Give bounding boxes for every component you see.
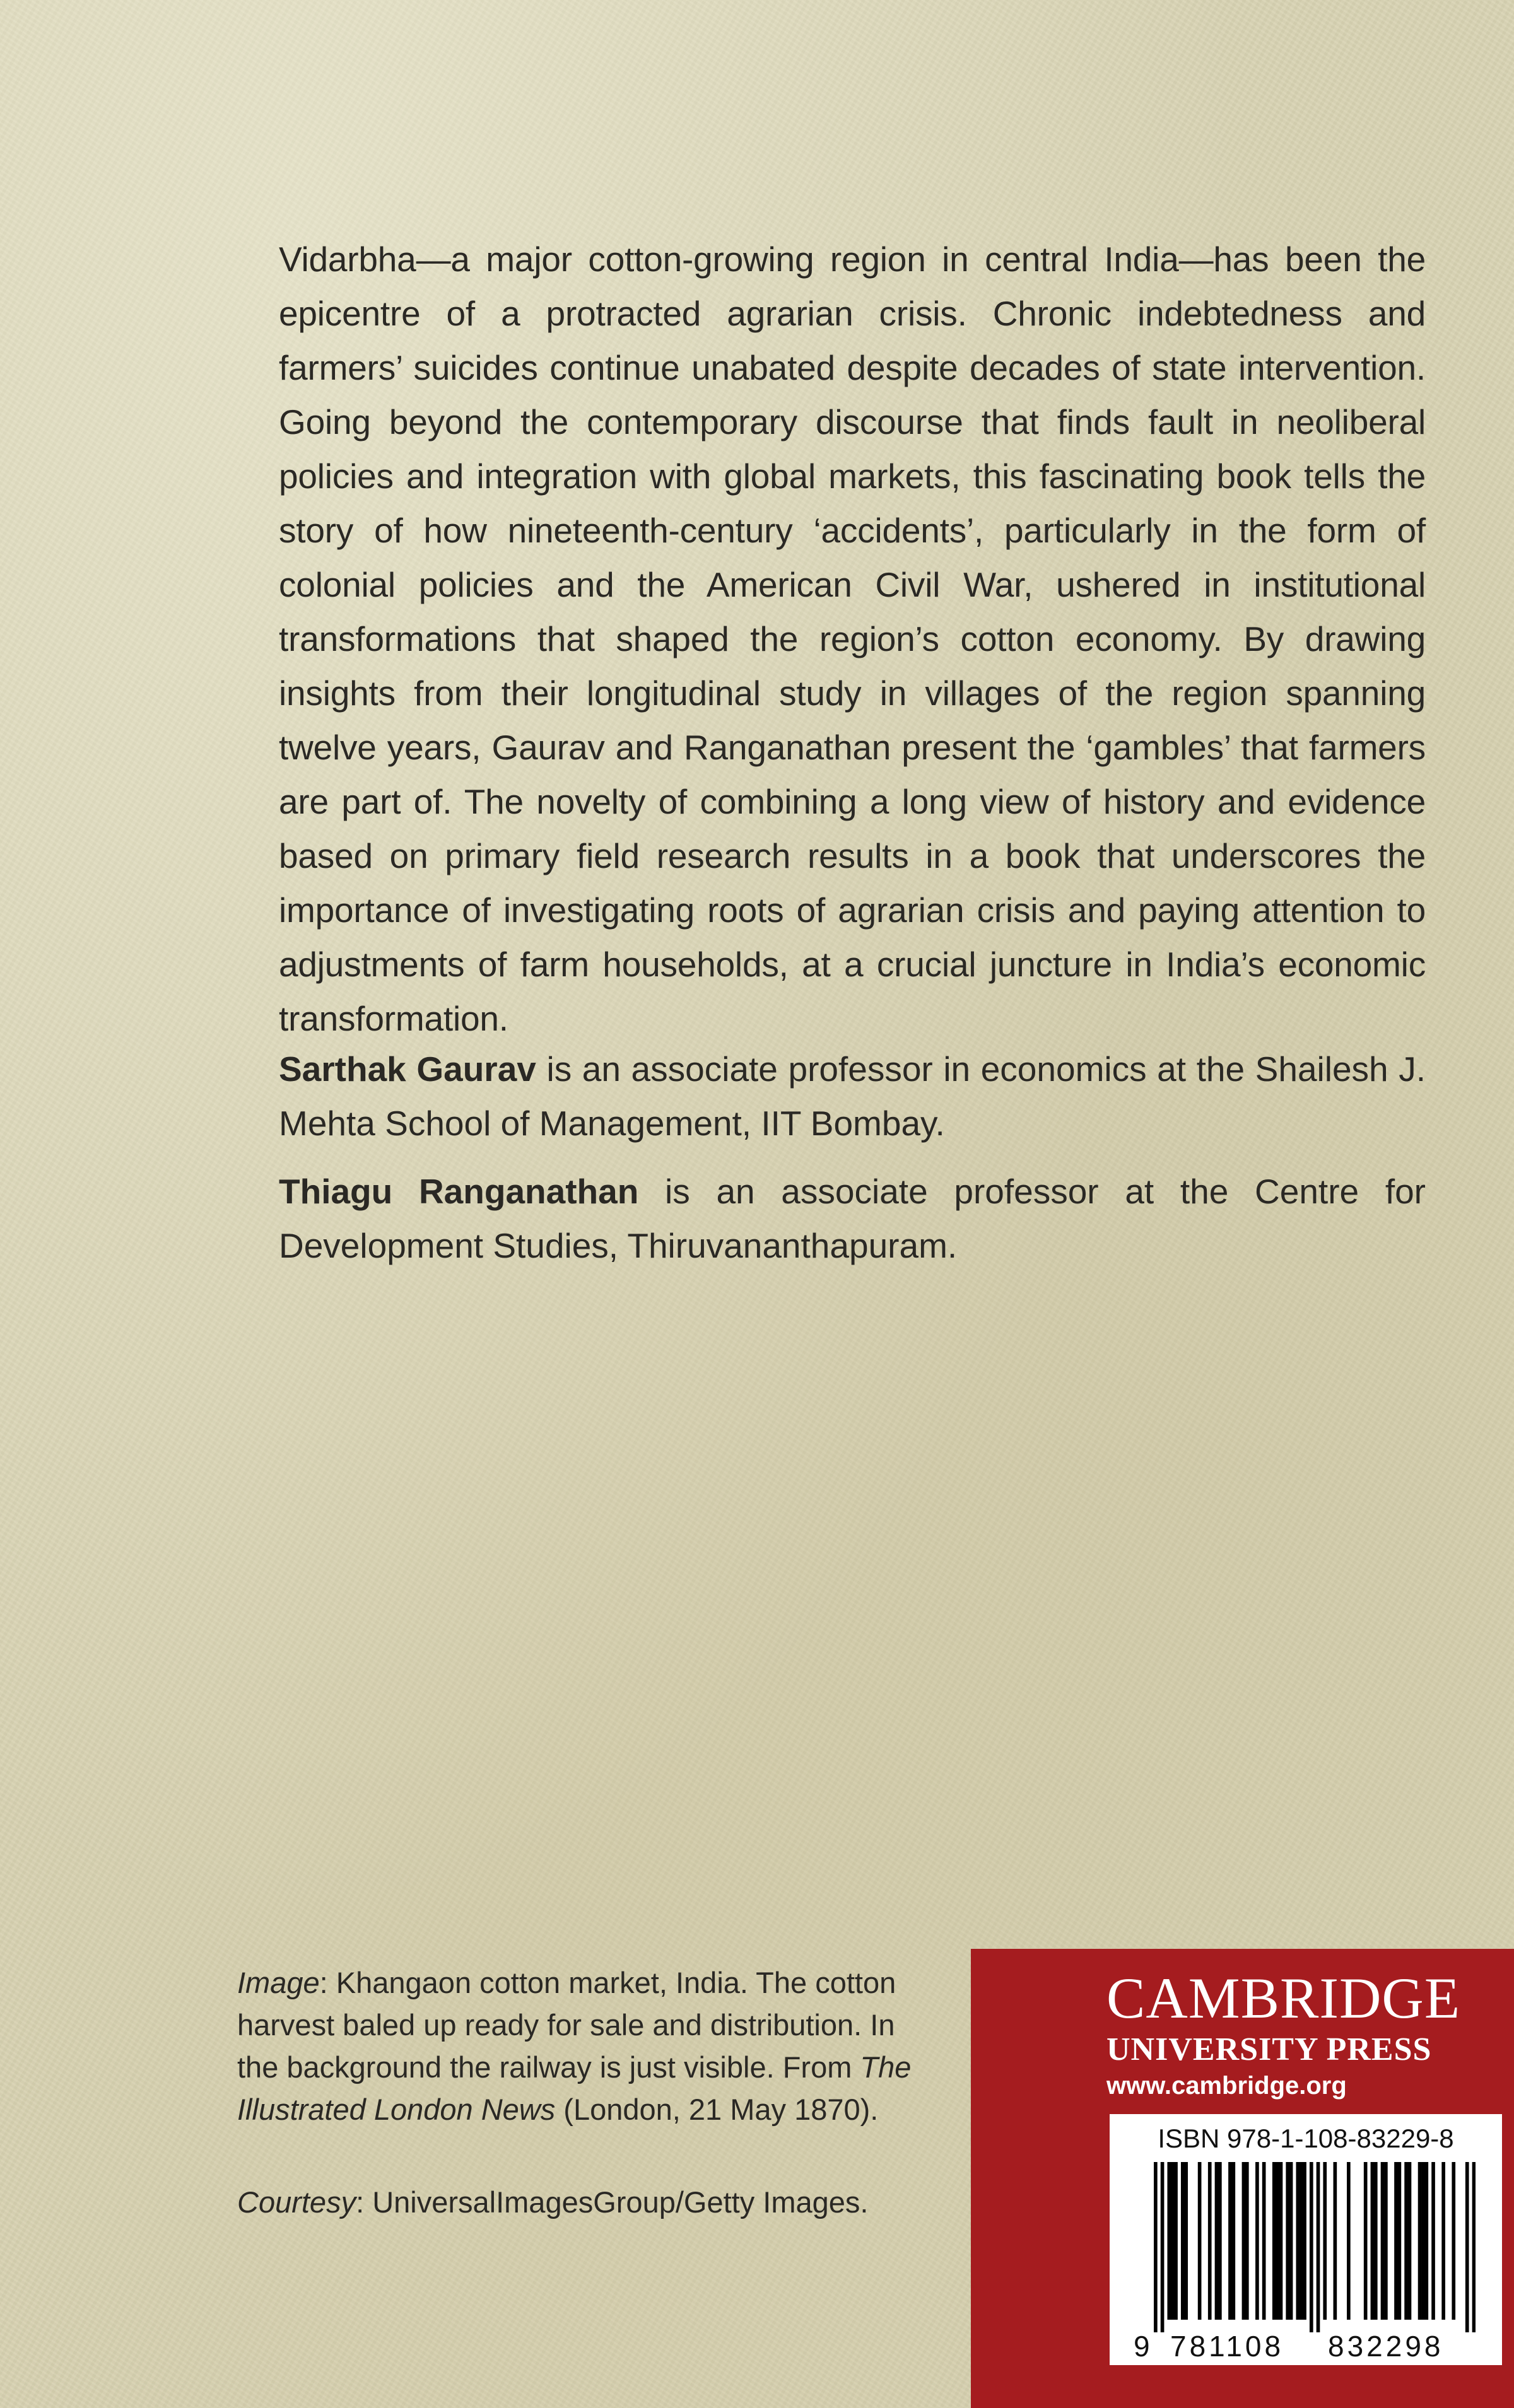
barcode-bar — [1452, 2162, 1455, 2320]
barcode-bar — [1323, 2162, 1327, 2320]
barcode-bar — [1154, 2162, 1158, 2332]
barcode-bar — [1347, 2162, 1351, 2320]
barcode-bar — [1262, 2162, 1266, 2320]
barcode-bar — [1441, 2162, 1445, 2320]
barcode-bar — [1245, 2162, 1249, 2320]
barcode-bar — [1334, 2162, 1337, 2320]
author-bio-text-1: is an associate professor in economics at the Shailesh J. Mehta School of Management, IIT Bombay. — [279, 1049, 1426, 1143]
image-courtesy — [237, 2181, 982, 2223]
barcode-bar — [1408, 2162, 1412, 2320]
courtesy-label: Courtesy — [237, 2185, 356, 2219]
barcode-bar — [1167, 2162, 1171, 2320]
barcode-bar — [1317, 2162, 1320, 2332]
isbn-barcode-box — [1110, 2114, 1502, 2365]
barcode-bar — [1418, 2162, 1422, 2320]
barcode-bar — [1255, 2162, 1259, 2320]
author-bio-text-2: is an associate professor at the Centre for Development Studies, Thiruvananthapuram. — [279, 1172, 1426, 1265]
barcode-bar — [1421, 2162, 1425, 2320]
caption-text-end: (London, 21 May 1870). — [555, 2093, 879, 2126]
barcode-bar — [1218, 2162, 1222, 2320]
caption-label: Image — [237, 1966, 320, 1999]
barcode-bar — [1208, 2162, 1212, 2320]
barcode-bar — [1279, 2162, 1283, 2320]
publisher-url: www.cambridge.org — [1106, 2072, 1347, 2100]
barcode-bar — [1181, 2162, 1185, 2320]
book-description: Vidarbha—a major cotton-growing region in central India—has been the epicentre of a protracted agrarian crisis. Chronic indebtedness and farmers’ suicides continue unabated despite decades of state intervention. Going beyond the contemporary discourse that finds fault in neoliberal policies and integration with global markets, this fascinating book tells the story of how nineteenth-century ‘accidents’, particularly in the form of colonial policies and the American Civil War, ushered in institutional transformations that shaped the region’s cotton economy. By drawing insights from their longitudinal study in villages of the region spanning twelve years, Gaurav and Ranganathan present the ‘gambles’ that farmers are part of. The novelty of combining a long view of history and evidence based on primary field research results in a book that underscores the importance of investigating roots of agrarian crisis and paying attention to adjustments of farm households, at a crucial juncture in India’s economic transformation. — [279, 240, 1426, 1038]
isbn-label: ISBN 978-1-108-83229-8 — [1158, 2124, 1454, 2153]
barcode-bar — [1296, 2162, 1300, 2320]
barcode-bar — [1303, 2162, 1306, 2320]
image-caption — [237, 1961, 944, 2130]
barcode-bar — [1431, 2162, 1435, 2320]
barcode-icon — [1154, 2162, 1476, 2332]
barcode-bar — [1289, 2162, 1293, 2320]
barcode-bar — [1472, 2162, 1476, 2332]
publisher-name: CAMBRIDGE — [1106, 1966, 1461, 2030]
author-bio-1 — [279, 1042, 1426, 1150]
barcode-bar — [1242, 2162, 1246, 2320]
barcode-bar — [1231, 2162, 1235, 2320]
author-name-2: Thiagu Ranganathan — [279, 1172, 639, 1211]
barcode-bar — [1161, 2162, 1165, 2332]
barcode-bar — [1215, 2162, 1219, 2320]
barcode-bar — [1184, 2162, 1188, 2320]
barcode-bar — [1272, 2162, 1276, 2320]
caption-text: : Khangaon cotton market, India. The cotton harvest baled up ready for sale and distribution. In the background the railway is just visible. From — [237, 1966, 896, 2084]
barcode-bar — [1371, 2162, 1375, 2320]
barcode-bar — [1424, 2162, 1428, 2320]
barcode-bar — [1381, 2162, 1385, 2320]
barcode-bar — [1404, 2162, 1408, 2320]
barcode-bar — [1228, 2162, 1232, 2320]
author-bio-2 — [279, 1164, 1426, 1273]
barcode-bar — [1174, 2162, 1178, 2320]
barcode-digits-left: 781108 — [1170, 2330, 1284, 2363]
barcode-bar — [1286, 2162, 1289, 2320]
barcode-bar — [1384, 2162, 1388, 2320]
barcode-bar — [1374, 2162, 1378, 2320]
publisher-block — [971, 1949, 1514, 2408]
barcode-bar — [1465, 2162, 1469, 2332]
barcode-digit-lead: 9 — [1134, 2330, 1150, 2363]
barcode-bar — [1300, 2162, 1303, 2320]
barcode-bar — [1171, 2162, 1175, 2320]
barcode-bar — [1398, 2162, 1402, 2320]
barcode-bar — [1310, 2162, 1313, 2332]
barcode-bar — [1364, 2162, 1368, 2320]
barcode-bar — [1198, 2162, 1202, 2320]
barcode-bar — [1394, 2162, 1398, 2320]
author-name-1: Sarthak Gaurav — [279, 1049, 536, 1089]
barcode-digits-right: 832298 — [1328, 2330, 1444, 2363]
courtesy-text: : UniversalImagesGroup/Getty Images. — [356, 2185, 869, 2219]
caption-source-title: The Illustrated London News — [237, 2050, 912, 2126]
barcode-bar — [1276, 2162, 1279, 2320]
publisher-subname: UNIVERSITY PRESS — [1106, 2031, 1432, 2067]
